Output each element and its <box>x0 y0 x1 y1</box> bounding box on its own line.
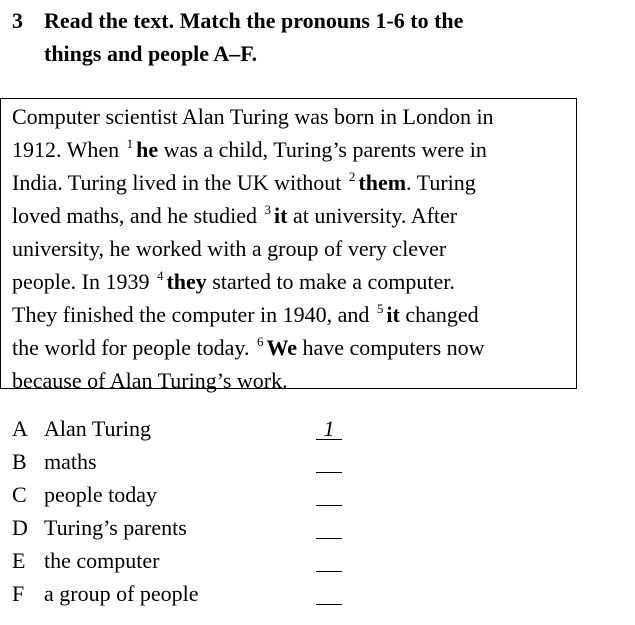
pronoun-number: 6 <box>256 334 264 349</box>
option-label: Turing’s parents <box>44 515 187 540</box>
option-letter: C <box>12 482 27 507</box>
option-label: a group of people <box>44 581 199 606</box>
option-letter: F <box>12 581 25 606</box>
passage-text: changed <box>399 302 479 327</box>
answer-blank[interactable] <box>316 544 342 572</box>
pronoun: it <box>386 302 400 327</box>
passage-line: because of Alan Turing’s work. <box>12 368 288 393</box>
pronoun: it <box>274 203 288 228</box>
match-options <box>12 412 412 610</box>
passage-line: Computer scientist Alan Turing was born in London in <box>12 104 494 129</box>
option-letter: B <box>12 449 27 474</box>
passage-line <box>12 298 576 331</box>
option-d <box>12 511 412 544</box>
passage-text: loved maths, and he studied <box>12 203 263 228</box>
option-letter: A <box>12 416 28 441</box>
option-letter: D <box>12 515 28 540</box>
passage-line <box>12 166 576 199</box>
answer-blank[interactable] <box>316 478 342 506</box>
passage-text: the world for people today. <box>12 335 255 360</box>
pronoun: they <box>166 269 207 294</box>
passage-text: was a child, Turing’s parents were in <box>158 137 487 162</box>
pronoun-number: 4 <box>156 268 164 283</box>
instruction-line-2: things and people A–F. <box>44 41 258 66</box>
exercise-heading <box>12 4 612 70</box>
reading-passage <box>0 98 577 393</box>
instruction-line-1: Read the text. Match the pronouns 1-6 to the <box>44 8 464 33</box>
answer-blank[interactable] <box>316 577 342 605</box>
exercise-number: 3 <box>12 8 23 33</box>
pronoun: them <box>358 170 407 195</box>
answer-blank[interactable]: 1 <box>316 412 342 440</box>
pronoun-number: 2 <box>348 169 356 184</box>
pronoun-number: 1 <box>126 136 134 151</box>
pronoun: he <box>136 137 159 162</box>
option-c <box>12 478 412 511</box>
passage-line <box>12 133 576 166</box>
passage-line <box>12 265 576 298</box>
answer-blank[interactable] <box>316 445 342 473</box>
option-a <box>12 412 412 445</box>
option-letter: E <box>12 548 26 573</box>
passage-text: They finished the computer in 1940, and <box>12 302 375 327</box>
option-label: the computer <box>44 548 160 573</box>
option-label: Alan Turing <box>44 416 151 441</box>
pronoun-number: 3 <box>264 202 272 217</box>
passage-text: . Turing <box>406 170 476 195</box>
option-e <box>12 544 412 577</box>
passage-text: people. In 1939 <box>12 269 155 294</box>
pronoun-number: 5 <box>376 301 384 316</box>
passage-line <box>12 199 576 232</box>
passage-text: 1912. When <box>12 137 125 162</box>
option-f <box>12 577 412 610</box>
passage-text: at university. After <box>287 203 458 228</box>
passage-text: India. Turing lived in the UK without <box>12 170 347 195</box>
passage-line: university, he worked with a group of very clever <box>12 236 447 261</box>
pronoun: We <box>266 335 298 360</box>
option-label: maths <box>44 449 97 474</box>
option-label: people today <box>44 482 158 507</box>
passage-text: have computers now <box>297 335 485 360</box>
passage-text: started to make a computer. <box>206 269 455 294</box>
answer-blank[interactable] <box>316 511 342 539</box>
passage-line <box>12 331 576 364</box>
option-b <box>12 445 412 478</box>
